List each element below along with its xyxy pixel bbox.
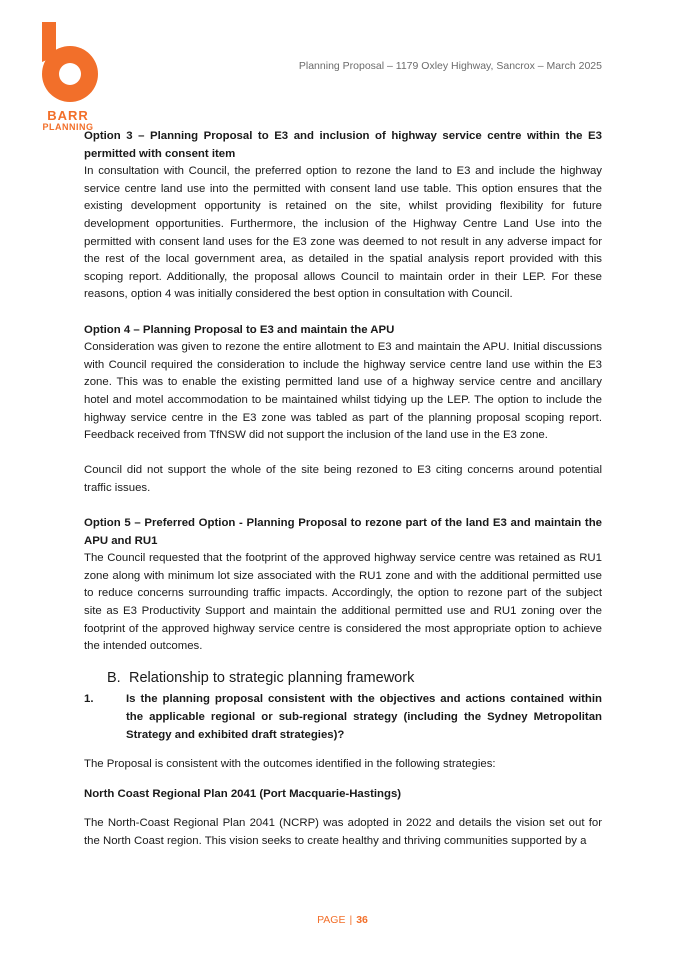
ncrp-heading: North Coast Regional Plan 2041 (Port Macquarie-Hastings) [84,787,402,800]
section-b-heading [107,670,602,688]
page-header: Planning Proposal – 1179 Oxley Highway, Sancrox – March 2025 [298,60,602,72]
question-1-text: Is the planning proposal consistent with the objectives and actions contained within the applicable regional or sub-regional strategy (including the Sydney Metropolitan Strategy and exhibited draft strategies)? [126,693,602,741]
footer-page-number: 36 [356,914,368,926]
barr-b-logo-icon [34,18,102,106]
option4-body-2: Council did not support the whole of the site being rezoned to E3 citing concerns around potential traffic issues. [84,464,602,494]
page-footer [0,914,685,926]
consistency-statement: The Proposal is consistent with the outcomes identified in the following strategies: [84,758,496,771]
footer-page-label: PAGE [317,914,346,926]
option4-body: Consideration was given to rezone the entire allotment to E3 and maintain the APU. Initial discussions with Council required the consideration to include the highway service centre land use within the E3 zone. This was to enable the existing permitted land use of a highway service centre and ancillary hotel and motel accommodation to be maintained whilst tidying up the LEP. The option to include the highway service centre in the E3 zone was tabled as part of the planning proposal scoping report. Feedback received from TfNSW did not support the inclusion of the land use in the E3 zone. [84,341,602,442]
document-body [84,128,602,851]
option3-body: In consultation with Council, the preferred option to rezone the land to E3 and include the highway service centre land use into the permitted with consent land use table. This option ensures that the existing development opportunity is retained on the site, whilst providing flexibility for future development opportunities. Furthermore, the inclusion of the Highway Centre Land Use into the permitted with consent land uses for the E3 zone was deemed to not result in any adverse impact for the rest of the local government area, as detailed in the spatial analysis report provided with this scoping report. Additionally, the proposal allows Council to maintain order in their LEP. For these reasons, option 4 was initially considered the best option in consultation with Council. [84,165,602,301]
logo-line-planning: PLANNING [42,122,94,132]
option5-body: The Council requested that the footprint of the approved highway service centre was retained as RU1 zone along with minimum lot size associated with the RU1 zone and with the additional permitted use to reduce concerns surrounding traffic impacts. Accordingly, the option to rezone part of the subject site as E3 Productivity Support and maintain the additional permitted use and RU1 zoning over the footprint of the approved highway service centre is considered the most appropriate option to achieve the intended outcomes. [84,552,602,653]
ncrp-body: The North-Coast Regional Plan 2041 (NCRP) was adopted in 2022 and details the vision set out for the North Coast region. This vision seeks to create healthy and thriving communities supported by a [84,817,602,847]
barr-planning-logo [34,18,102,132]
question-1-number: 1. [84,693,94,706]
section-b-letter: B. [107,669,121,686]
question-1 [84,691,602,744]
logo-line-barr: BARR [47,108,89,123]
option3-heading: Option 3 – Planning Proposal to E3 and inclusion of highway service centre within the E3 permitted with consent item [84,130,602,160]
option5-heading: Option 5 – Preferred Option - Planning Proposal to rezone part of the land E3 and maintain the APU and RU1 [84,517,602,547]
footer-separator: | [349,914,353,926]
option4-heading: Option 4 – Planning Proposal to E3 and maintain the APU [84,323,395,336]
section-b-title: Relationship to strategic planning framework [129,669,415,686]
